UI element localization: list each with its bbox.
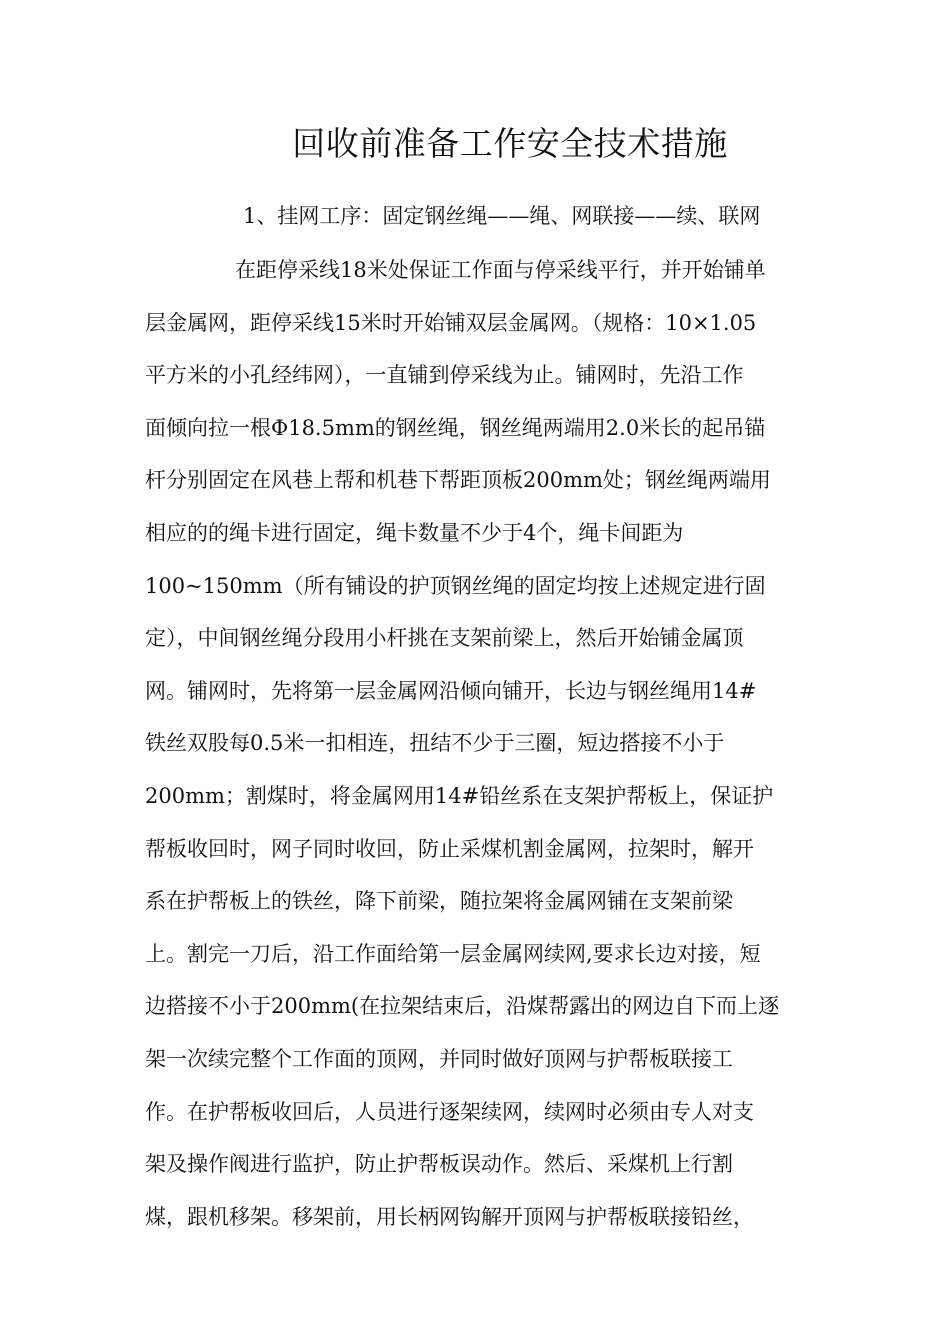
- body-line: 网。铺网时，先将第一层金属网沿倾向铺开，长边与钢丝绳用14#: [145, 678, 757, 703]
- document-title: 回收前准备工作安全技术措施: [292, 124, 728, 163]
- body-line: 架及操作阀进行监护，防止护帮板误动作。然后、采煤机上行割: [145, 1152, 733, 1177]
- body-line: 边搭接不小于200mm(在拉架结束后，沿煤帮露出的网边自下而上逐: [145, 994, 780, 1019]
- body-line: 平方米的小孔经纬网），一直铺到停采线为止。铺网时，先沿工作: [145, 363, 744, 388]
- body-line: 煤，跟机移架。移架前，用长柄网钩解开顶网与护帮板联接铅丝，: [145, 1204, 754, 1229]
- body-line: 定），中间钢丝绳分段用小杆挑在支架前梁上，然后开始铺金属顶: [145, 626, 744, 651]
- body-line: 作。在护帮板收回后，人员进行逐架续网，续网时必须由专人对支: [145, 1099, 754, 1124]
- body-line: 层金属网，距停采线15米时开始铺双层金属网。（规格：10×1.05: [145, 310, 757, 335]
- body-line: 在距停采线18米处保证工作面与停采线平行，并开始铺单: [235, 258, 766, 282]
- body-line: 杆分别固定在风巷上帮和机巷下帮距顶板200mm处；钢丝绳两端用: [145, 468, 771, 493]
- body-line: 面倾向拉一根Φ18.5mm的钢丝绳，钢丝绳两端用2.0米长的起吊锚: [145, 415, 766, 440]
- body-line: 铁丝双股每0.5米一扣相连，扭结不少于三圈，短边搭接不小于: [145, 731, 725, 756]
- body-line: 200mm；割煤时，将金属网用14#铅丝系在支架护帮板上，保证护: [145, 784, 774, 808]
- body-line: 100~150mm（所有铺设的护顶钢丝绳的固定均按上述规定进行固: [145, 573, 766, 598]
- body-line: 系在护帮板上的铁丝，降下前梁，随拉架将金属网铺在支架前梁: [145, 889, 733, 914]
- body-line: 上。割完一刀后，沿工作面给第一层金属网续网,要求长边对接，短: [145, 941, 761, 966]
- body-line: 相应的的绳卡进行固定，绳卡数量不少于4个，绳卡间距为: [145, 521, 684, 545]
- body-line: 帮板收回时，网子同时收回，防止采煤机割金属网，拉架时，解开: [145, 836, 754, 861]
- section-heading: 1、挂网工序：固定钢丝绳——绳、网联接——续、联网: [243, 204, 761, 228]
- body-line: 架一次续完整个工作面的顶网，并同时做好顶网与护帮板联接工: [145, 1047, 733, 1071]
